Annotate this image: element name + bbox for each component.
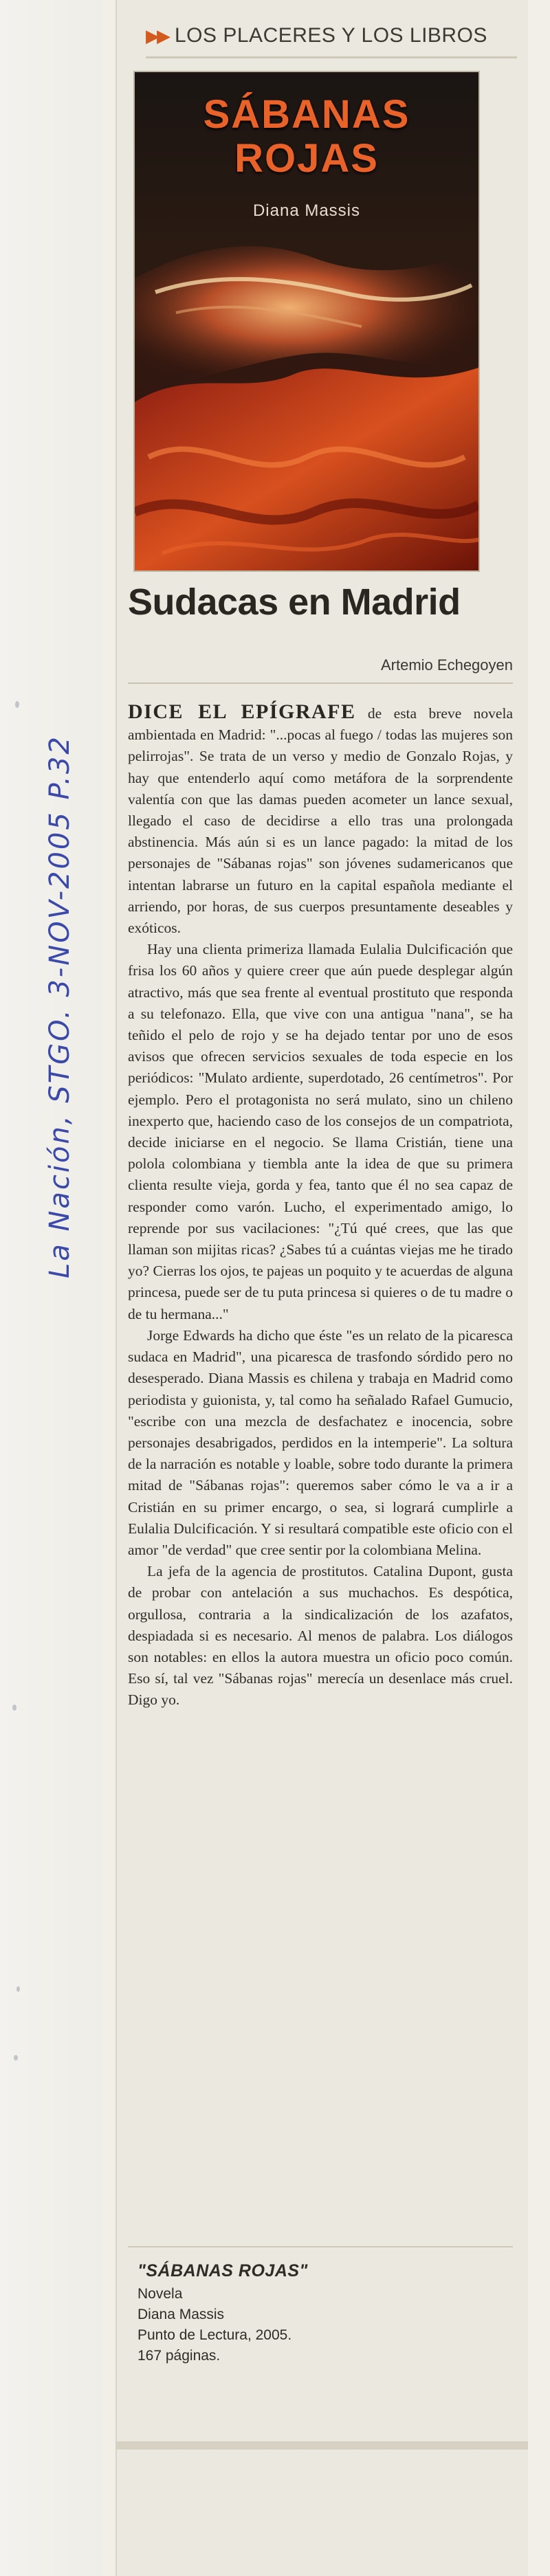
header-rule [146,56,517,58]
article-headline: Sudacas en Madrid [128,581,461,623]
article-paragraph: Jorge Edwards ha dicho que éste "es un relato de la picaresca sudaca en Madrid", una picaresca de trasfondo sórdido pero no desesperado. Diana Massis es chilena y trabaja en Madrid como periodista y guionista, y, tal como ha señalado Rafael Gumucio, "escribe con una mezcla de desfachatez e inocencia, sobre personajes desabrigados, perdidos en la intemperie". La soltura de la narración es notable y loable, sobre todo durante la primera mitad de "Sábanas rojas": queremos saber cómo le va a ir a Cristián en su primer encargo, o sea, si logrará cumplirle a Eulalia Dulcificación. Y si resultará compatible este oficio con el amor "de verdad" que cree sentir por la colombiana Melina. [128,1326,513,1558]
book-info-publisher: Punto de Lectura, 2005. [138,2327,292,2343]
cover-title-line1: SÁBANAS [203,92,410,137]
section-label: LOS PLACERES Y LOS LIBROS [175,24,487,47]
double-arrow-icon: ▶▶ [146,25,168,46]
book-info-pages: 167 páginas. [138,2348,221,2364]
scan-speck [16,1986,20,1992]
article-body [128,701,513,1711]
lead-caps: DICE EL EPÍGRAFE [128,700,356,723]
section-header [146,19,517,52]
cover-title [135,93,478,181]
cover-author: Diana Massis [252,201,361,220]
scan-speck [15,701,19,708]
book-cover-image [135,72,478,570]
byline-rule [128,682,513,684]
paragraph-text: de esta breve novela ambientada en Madrid: "...pocas al fuego / todas las mujeres son pelirrojas". Se trata de un verso y medio de Gonzalo Rojas, y hay que entenderlo aquí como metáfora de la sorprendente valentía con que las damas pueden acometer un lance sexual, llegado el caso de decidirse a ello tras una prolongada abstinencia. Más aún si es un lance pagado: la mitad de los personajes de "Sábanas rojas" son jóvenes sudamericanos que intentan labrarse un futuro en la capital española mediante el arriendo, por horas, de sus cuerpos presuntamente deseables y exóticos. [128,705,513,937]
book-info-genre: Novela [138,2286,183,2302]
book-info-box [138,2261,495,2366]
book-info-author: Diana Massis [138,2307,225,2322]
clipping-bottom-edge [116,2441,528,2450]
book-info-title: "SÁBANAS ROJAS" [138,2261,308,2280]
article-paragraph [128,701,513,939]
article-paragraph: Hay una clienta primeriza llamada Eulalia Dulcificación que frisa los 60 años y quiere creer que aún puede desplegar algún atractivo, más que sea frente al eventual prostituto que responda a su telefonazo. Ella, que vive con una antigua "nana", se ha teñido el pelo de rojo y se ha dejado tentar por uno de esos avisos que ofrecen servicios sexuales de toda especie en los periódicos: "Mulato ardiente, superdotado, 26 centímetros". Por ejemplo. Pero el protagonista no será mulato, sino un chileno inexperto que, haciendo caso de los consejos de un compatriota, decide iniciarse en el negocio. Se llama Cristián, tiene una polola colombiana y tiembla ante la idea de que su primera clienta resulte vieja, gorda y fea, tanto que él no sea capaz de responder como varón. Lucho, el experimentado amigo, lo reprende por sus vacilaciones: "¿Tú qué crees, que las que llaman son mijitas ricas? ¿Sabes tú a cuántas viejas me he tirado yo? Cierras los ojos, te pajeas un poquito y te acuerdas de alguna princesa, puede ser de tu puta princesa si quieres o de tu madre o de tu hermana..." [128,941,513,1322]
scan-margin [0,0,103,2576]
cover-title-line2: ROJAS [234,136,379,181]
article-byline: Artemio Echegoyen [381,656,513,674]
article-paragraph: La jefa de la agencia de prostitutos. Catalina Dupont, gusta de probar con antelación a sus muchachos. Es despótica, orgullosa, contraria a la sindicalización de los azafatos, despiadada si es necesario. Al menos de palabra. Los diálogos son notables: en ellos la autora muestra un oficio poco común. Eso sí, tal vez "Sábanas rojas" merecía un desenlace más cruel. Digo yo. [128,1563,513,1709]
article-end-rule [128,2246,513,2247]
scan-speck [14,2055,18,2061]
scan-speck [12,1705,16,1711]
handwritten-source-note: La Nación, STGO. 3-NOV-2005 P.32 [44,735,76,1278]
